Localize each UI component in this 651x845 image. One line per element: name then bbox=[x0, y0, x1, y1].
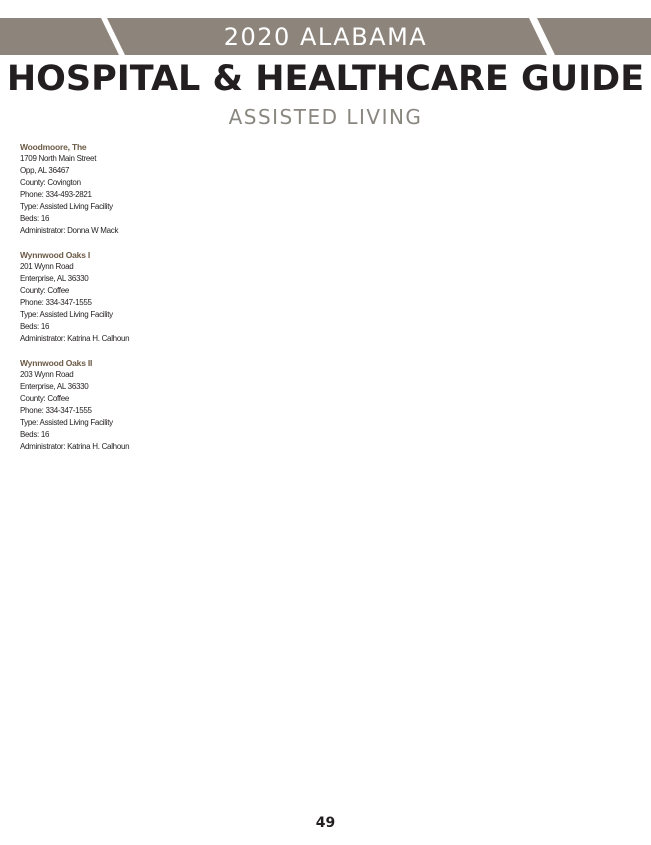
listing-phone: Phone: 334-493-2821 bbox=[20, 190, 92, 199]
listing-type: Type: Assisted Living Facility bbox=[20, 202, 113, 211]
listing-address: 1709 North Main Street bbox=[20, 154, 97, 163]
listing-administrator: Administrator: Katrina H. Calhoun bbox=[20, 442, 130, 451]
listing-item bbox=[20, 141, 320, 237]
listing-name: Wynnwood Oaks II bbox=[20, 358, 93, 368]
listing-county: County: Coffee bbox=[20, 286, 70, 295]
listing-city: Enterprise, AL 36330 bbox=[20, 274, 89, 283]
listing-beds: Beds: 16 bbox=[20, 430, 50, 439]
listings bbox=[20, 141, 320, 465]
listing-beds: Beds: 16 bbox=[20, 322, 50, 331]
listing-item bbox=[20, 249, 320, 345]
listing-beds: Beds: 16 bbox=[20, 214, 50, 223]
header-year-label: 2020 ALABAMA bbox=[223, 23, 428, 51]
listing-item bbox=[20, 357, 320, 453]
listing-city: Opp, AL 36467 bbox=[20, 166, 70, 175]
listing-county: County: Covington bbox=[20, 178, 81, 187]
listing-name: Wynnwood Oaks I bbox=[20, 250, 91, 260]
section-title: ASSISTED LIVING bbox=[228, 105, 423, 129]
listing-address: 201 Wynn Road bbox=[20, 262, 74, 271]
listing-county: County: Coffee bbox=[20, 394, 70, 403]
listing-phone: Phone: 334-347-1555 bbox=[20, 298, 92, 307]
listing-administrator: Administrator: Donna W Mack bbox=[20, 226, 119, 235]
listing-address: 203 Wynn Road bbox=[20, 370, 74, 379]
listing-name: Woodmoore, The bbox=[20, 142, 87, 152]
listing-phone: Phone: 334-347-1555 bbox=[20, 406, 92, 415]
listing-type: Type: Assisted Living Facility bbox=[20, 310, 113, 319]
listing-city: Enterprise, AL 36330 bbox=[20, 382, 89, 391]
listing-administrator: Administrator: Katrina H. Calhoun bbox=[20, 334, 130, 343]
listing-type: Type: Assisted Living Facility bbox=[20, 418, 113, 427]
page-title: HOSPITAL & HEALTHCARE GUIDE bbox=[6, 59, 645, 99]
page-number: 49 bbox=[315, 815, 336, 831]
